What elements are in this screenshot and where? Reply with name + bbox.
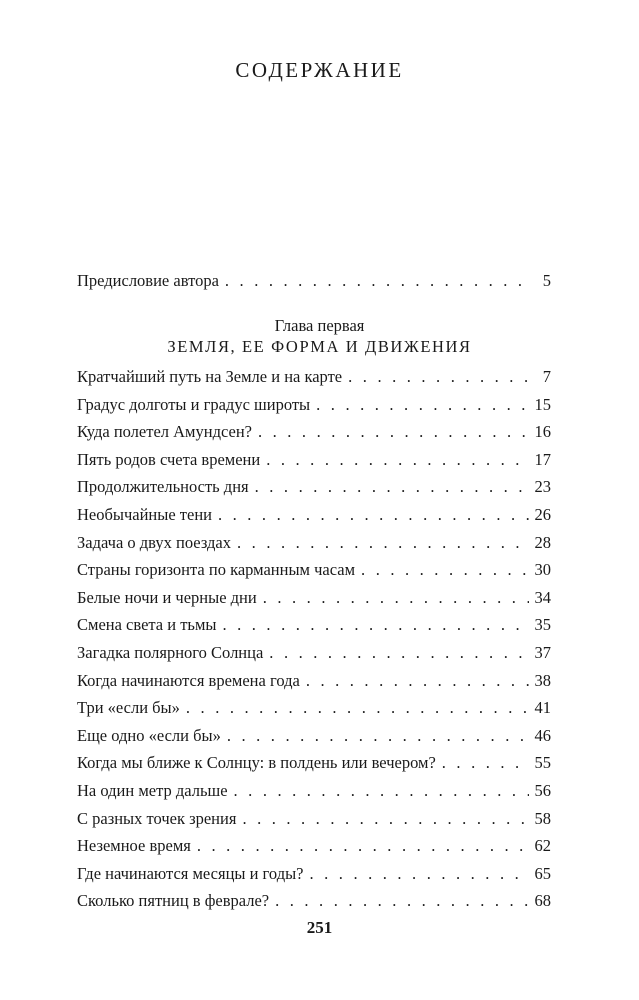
- toc-entry-title: С разных точек зрения: [77, 808, 237, 828]
- toc-entry-title: Где начинаются месяцы и годы?: [77, 863, 304, 883]
- toc-entry-title: Белые ночи и черные дни: [77, 587, 257, 607]
- page-title: СОДЕРЖАНИЕ: [235, 58, 404, 82]
- toc-entry-title: Смена света и тьмы: [77, 615, 217, 635]
- toc-entry: [77, 781, 551, 809]
- toc-entry: [77, 422, 551, 450]
- dot-leader: [222, 615, 528, 635]
- toc-entry: [77, 891, 551, 919]
- toc-preface: [77, 271, 551, 299]
- toc-entry: [77, 533, 551, 561]
- toc-entry: [77, 271, 551, 299]
- toc-entry-title: Кратчайший путь на Земле и на карте: [77, 367, 343, 386]
- dot-leader: [442, 753, 529, 773]
- dot-leader: [255, 477, 529, 497]
- dot-leader: [263, 588, 529, 608]
- dot-leader: [316, 395, 528, 415]
- toc-entry-title: На один метр дальше: [77, 780, 228, 800]
- toc-entry-page: 15: [534, 394, 551, 414]
- toc-entry-page: 34: [534, 587, 551, 607]
- dot-leader: [275, 891, 528, 911]
- dot-leader: [306, 671, 529, 691]
- chapter-title: ЗЕМЛЯ, ЕЕ ФОРМА И ДВИЖЕНИЯ: [167, 337, 472, 356]
- chapter-label: Глава первая: [274, 316, 365, 335]
- toc-entry-page: 5: [542, 271, 551, 290]
- toc-entry-page: 16: [534, 422, 551, 442]
- toc-entry-page: 23: [534, 477, 551, 497]
- toc-entry-page: 58: [534, 808, 551, 828]
- dot-leader: [218, 505, 529, 525]
- toc-entry: [77, 726, 551, 754]
- toc-entry-title: Три «если бы»: [77, 698, 180, 718]
- page-number: 251: [306, 918, 333, 937]
- toc-entry-page: 56: [534, 780, 551, 800]
- toc-entry-title: Предисловие автора: [77, 271, 219, 290]
- dot-leader: [361, 560, 528, 580]
- toc-entry-page: 17: [534, 449, 551, 469]
- toc-entry-page: 38: [534, 670, 551, 690]
- toc-entry-page: 30: [534, 560, 551, 580]
- toc-entry-title: Когда начинаются времена года: [77, 670, 300, 690]
- toc-entry-title: Загадка полярного Солнца: [77, 642, 264, 662]
- toc-entry-page: 68: [534, 891, 551, 911]
- toc-entry-page: 26: [534, 504, 551, 524]
- toc-entry: [77, 505, 551, 533]
- toc-entry-title: Задача о двух поездах: [77, 532, 232, 552]
- toc-entry-title: Продолжительность дня: [77, 477, 249, 497]
- toc-entry-title: Куда полетел Амундсен?: [77, 422, 252, 442]
- toc-entry-title: Еще одно «если бы»: [77, 725, 221, 745]
- toc-entry-title: Неземное время: [77, 836, 191, 856]
- toc-entry: [77, 615, 551, 643]
- toc-entry-page: 28: [534, 532, 551, 552]
- toc-entry: [77, 671, 551, 699]
- toc-entry-title: Страны горизонта по карманным часам: [77, 560, 356, 580]
- toc-entry-page: 37: [534, 642, 551, 662]
- toc-entry: [77, 809, 551, 837]
- toc-entry: [77, 477, 551, 505]
- toc-entry-page: 62: [534, 836, 551, 856]
- toc-entry: [77, 836, 551, 864]
- dot-leader: [310, 864, 529, 884]
- toc-entry-page: 65: [534, 863, 551, 883]
- toc-entry-page: 35: [534, 615, 551, 635]
- toc-entry-page: 41: [534, 698, 551, 718]
- dot-leader: [269, 643, 528, 663]
- toc-entry: [77, 643, 551, 671]
- toc-entry: [77, 588, 551, 616]
- toc-entry: [77, 864, 551, 892]
- toc-entry-title: Необычайные тени: [77, 504, 212, 524]
- toc-chapter-list: [77, 367, 551, 919]
- dot-leader: [234, 781, 529, 801]
- dot-leader: [197, 836, 529, 856]
- dot-leader: [225, 271, 531, 291]
- dot-leader: [266, 450, 528, 470]
- toc-entry: [77, 753, 551, 781]
- dot-leader: [242, 809, 528, 829]
- toc-entry-title: Сколько пятниц в феврале?: [77, 891, 270, 911]
- toc-entry: [77, 560, 551, 588]
- toc-entry: [77, 698, 551, 726]
- toc-entry-title: Пять родов счета времени: [77, 449, 261, 469]
- toc-entry: [77, 367, 551, 395]
- toc-entry-page: 55: [534, 753, 551, 773]
- toc-entry: [77, 395, 551, 423]
- chapter-heading: [0, 316, 639, 358]
- dot-leader: [186, 698, 529, 718]
- dot-leader: [348, 367, 531, 387]
- toc-entry-page: 46: [534, 725, 551, 745]
- toc-entry-title: Когда мы ближе к Солнцу: в полдень или вечером?: [77, 753, 436, 773]
- dot-leader: [227, 726, 529, 746]
- toc-entry: [77, 450, 551, 478]
- toc-entry-page: 7: [542, 367, 551, 386]
- toc-entry-title: Градус долготы и градус широты: [77, 394, 311, 414]
- dot-leader: [258, 422, 529, 442]
- dot-leader: [237, 533, 528, 553]
